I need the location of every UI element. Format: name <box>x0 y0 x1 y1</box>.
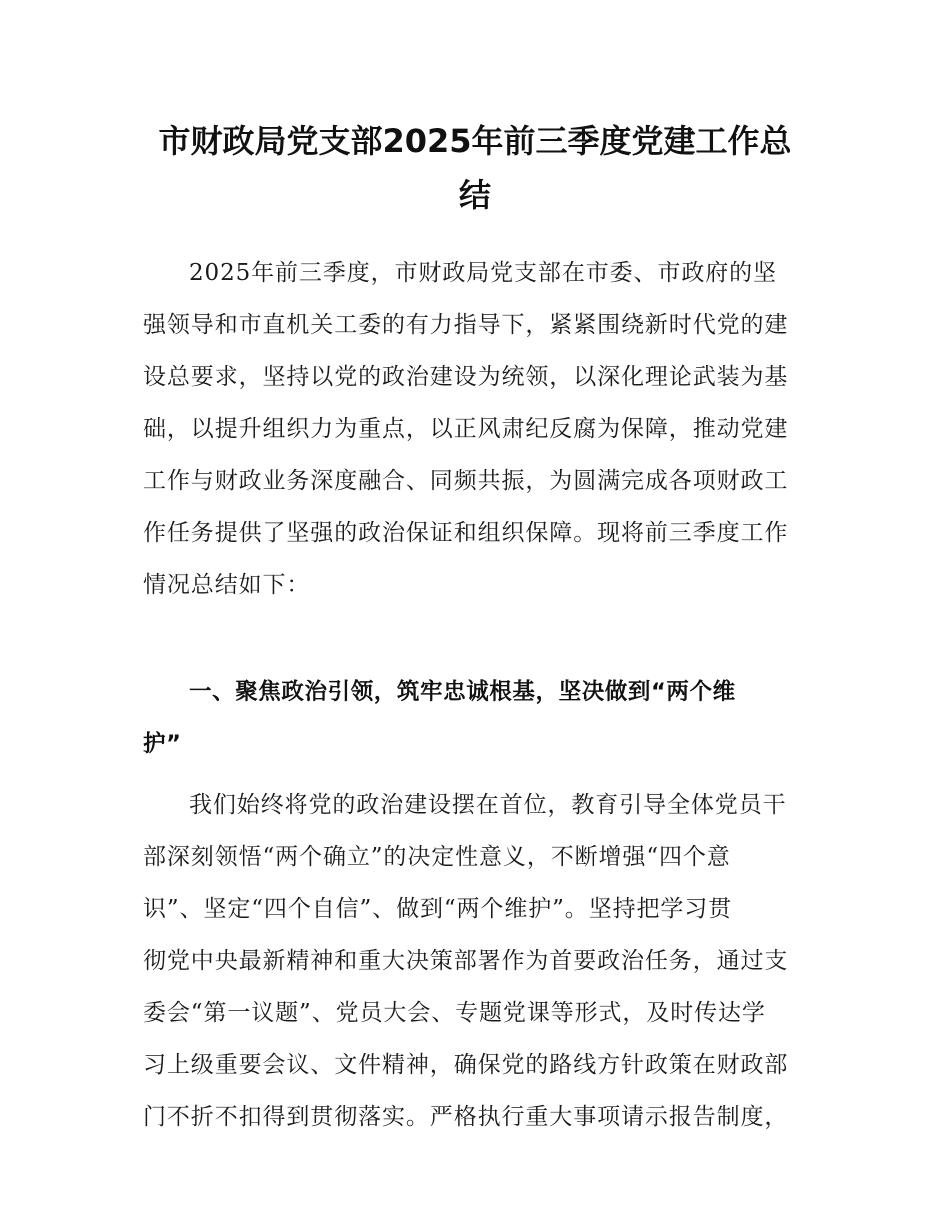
intro-line-6: 作任务提供了坚强的政治保证和组织保障。现将前三季度工作 <box>143 520 789 546</box>
title-line-1: 市财政局党支部2025年前三季度党建工作总 <box>158 122 792 160</box>
intro-line-7: 情况总结如下： <box>143 572 311 598</box>
section-1-line-1: 我们始终将党的政治建设摆在首位，教育引导全体党员干 <box>189 792 787 818</box>
title-line-2: 结 <box>458 176 491 214</box>
intro-line-2: 强领导和市直机关工委的有力指导下，紧紧围绕新时代党的建 <box>143 312 789 338</box>
document-title <box>130 114 820 222</box>
section-1-line-7: 门不折不扣得到贯彻落实。严格执行重大事项请示报告制度， <box>143 1104 789 1130</box>
intro-line-5: 工作与财政业务深度融合、同频共振，为圆满完成各项财政工 <box>143 468 789 494</box>
section-1-line-5: 委会“第一议题”、党员大会、专题党课等形式，及时传达学 <box>143 1000 766 1026</box>
section-1-line-6: 习上级重要会议、文件精神，确保党的路线方针政策在财政部 <box>143 1052 789 1078</box>
intro-line-3: 设总要求，坚持以党的政治建设为统领，以深化理论武装为基 <box>143 364 789 390</box>
intro-line-4: 础，以提升组织力为重点，以正风肃纪反腐为保障，推动党建 <box>143 416 789 442</box>
section-1-line-3: 识”、坚定“四个自信”、做到“两个维护”。坚持把学习贯 <box>143 896 733 922</box>
section-1-line-4: 彻党中央最新精神和重大决策部署作为首要政治任务，通过支 <box>143 948 789 974</box>
intro-line-1: 2025年前三季度，市财政局党支部在市委、市政府的坚 <box>189 260 777 286</box>
section-1-heading-line-2: 护” <box>143 731 182 757</box>
section-1-heading-line-1: 一、聚焦政治引领，筑牢忠诚根基，坚决做到“两个维 <box>189 679 736 705</box>
section-1-line-2: 部深刻领悟“两个确立”的决定性意义，不断增强“四个意 <box>143 844 731 870</box>
